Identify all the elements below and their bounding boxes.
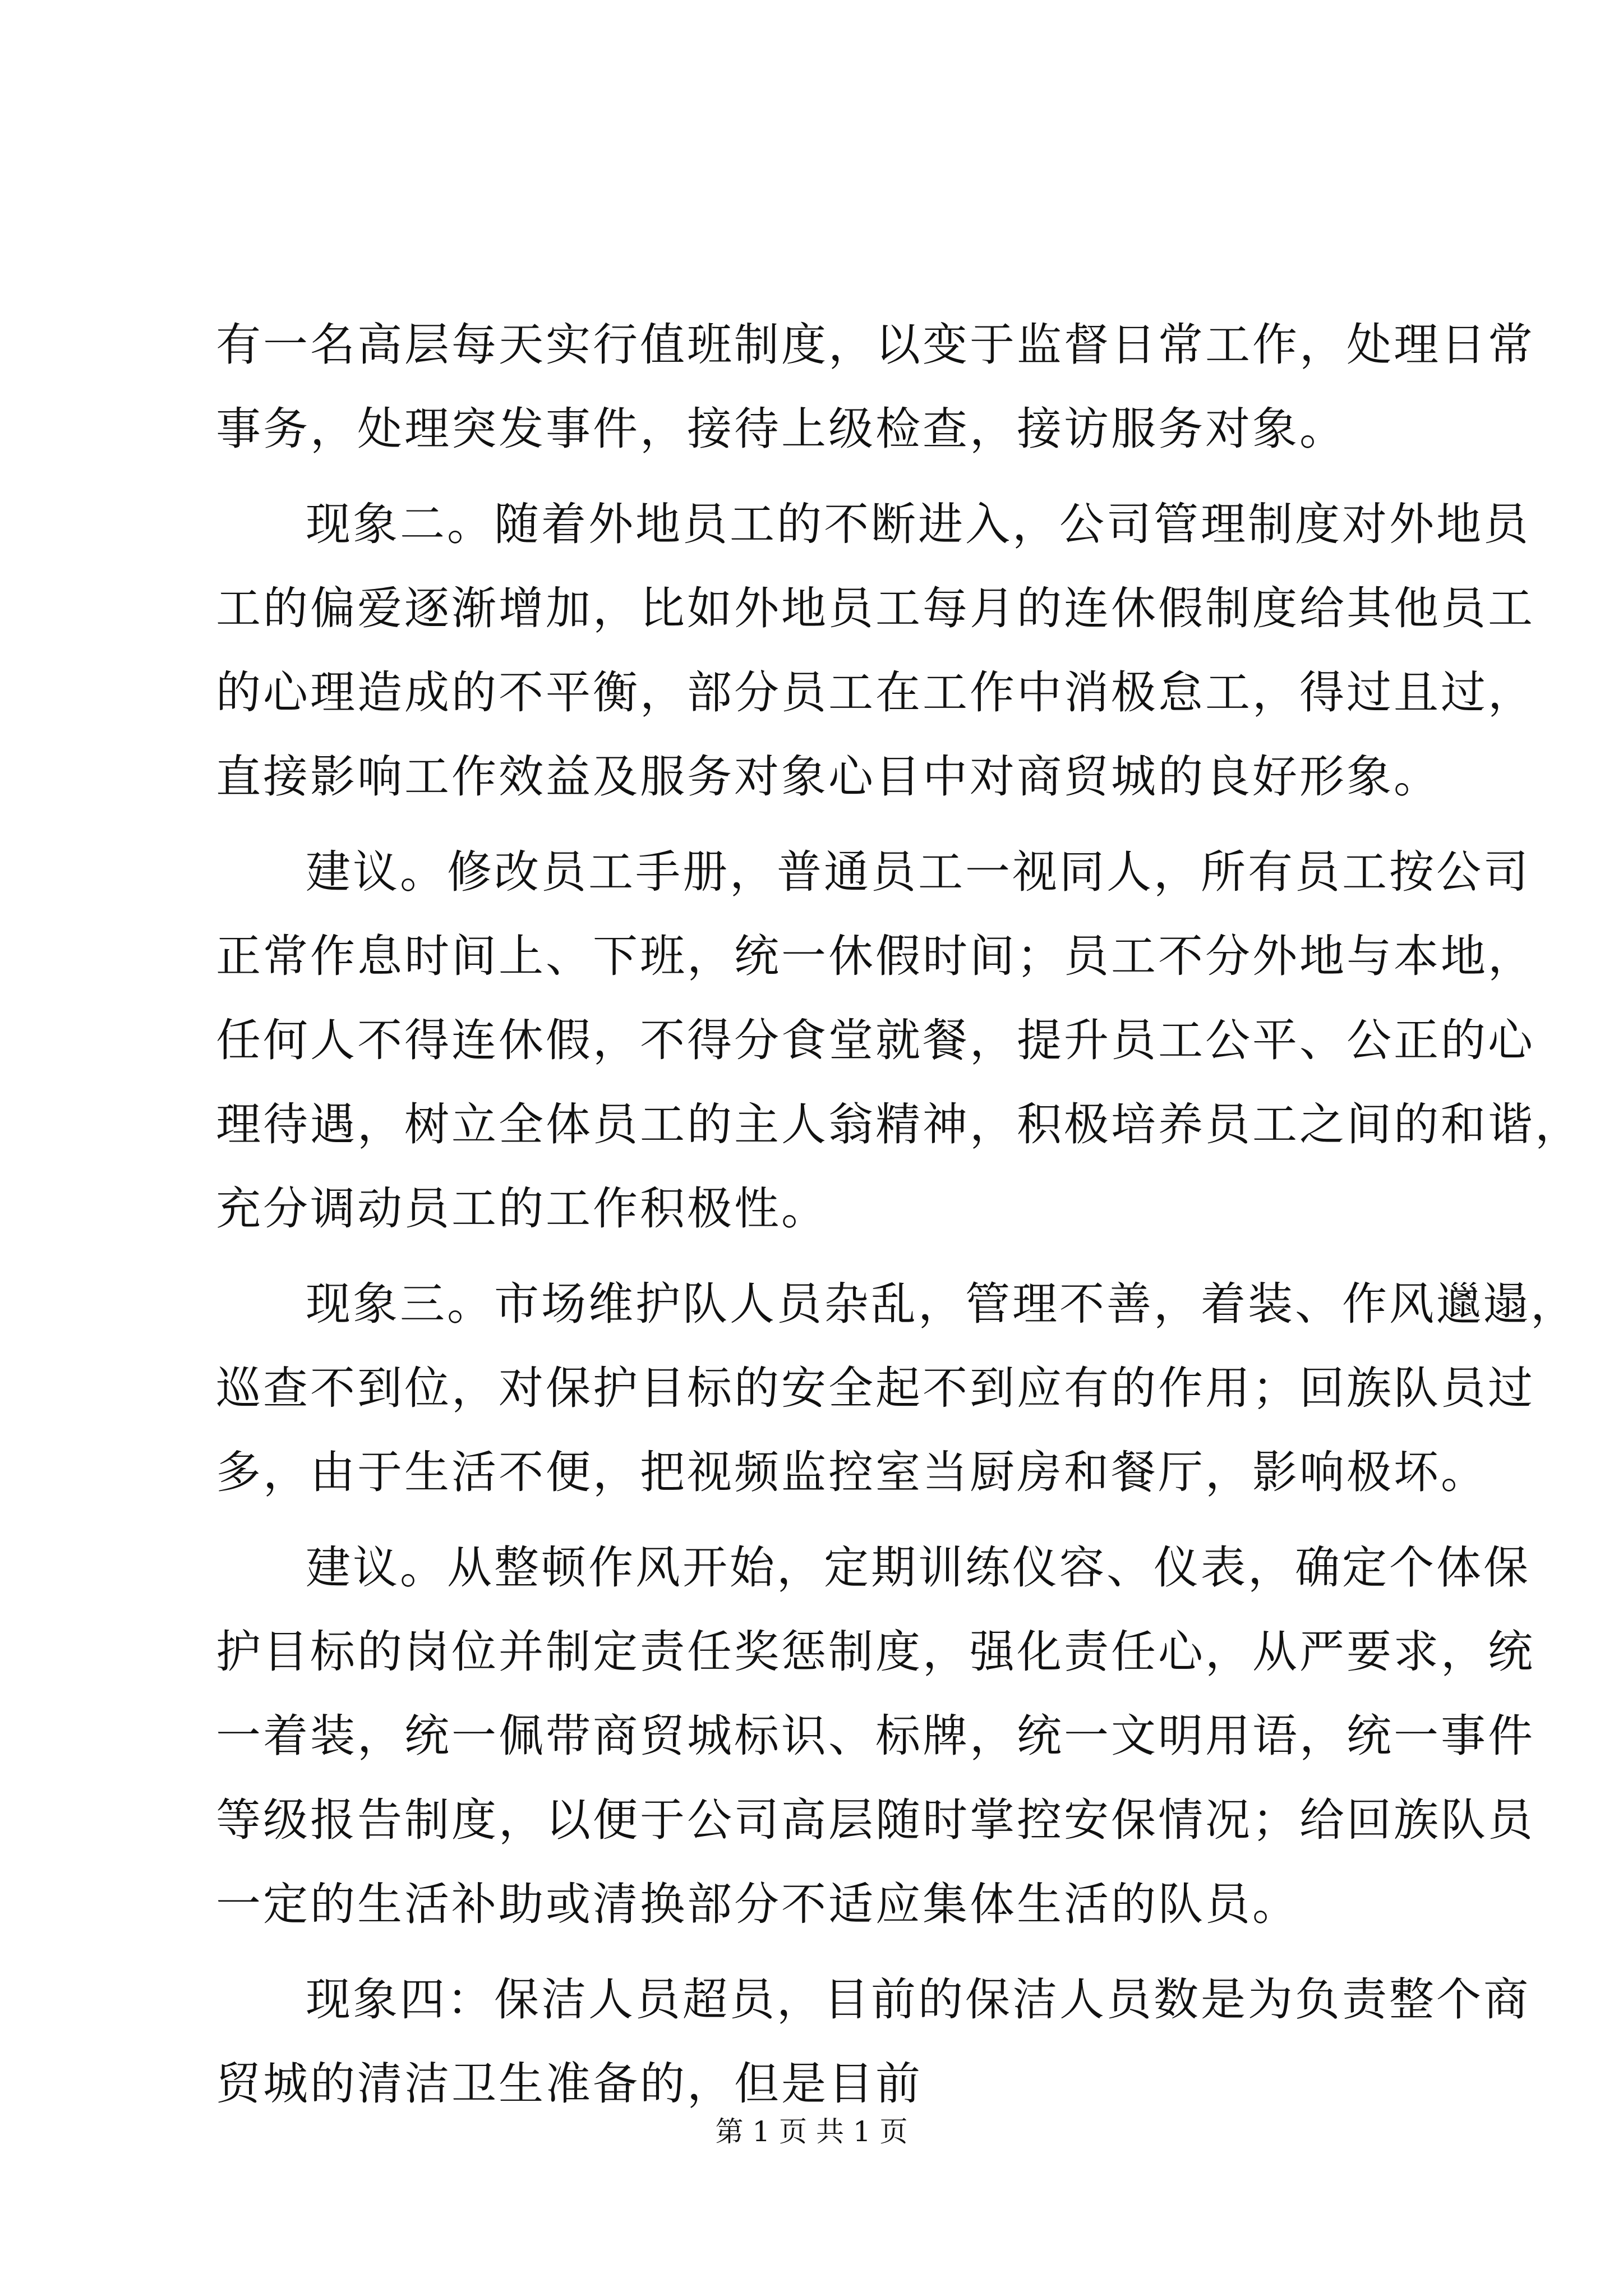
text-line: 现象四：保洁人员超员，目前的保洁人员数是为负责整个商 [306, 1973, 1530, 2026]
text-line: 正常作息时间上、下班，统一休假时间；员工不分外地与本地， [216, 930, 1535, 982]
text-line: 有一名高层每天实行值班制度，以变于监督日常工作，处理日常 [216, 319, 1535, 371]
text-line: 现象二。随着外地员工的不断进入，公司管理制度对外地员 [306, 498, 1530, 550]
text-line: 等级报告制度，以便于公司高层随时掌控安保情况；给回族队员 [216, 1794, 1535, 1846]
text-line: 贸城的清洁卫生准备的，但是目前 [216, 2058, 923, 2110]
text-line: 巡查不到位，对保护目标的安全起不到应有的作用；回族队员过 [216, 1362, 1535, 1414]
text-line: 一着装，统一佩带商贸城标识、标牌，统一文明用语，统一事件 [216, 1710, 1535, 1762]
text-line: 工的偏爱逐渐增加，比如外地员工每月的连休假制度给其他员工 [216, 582, 1535, 634]
page-footer: 第 1 页 共 1 页 [715, 2115, 908, 2148]
text-line: 任何人不得连休假，不得分食堂就餐，提升员工公平、公正的心 [216, 1014, 1535, 1066]
text-line: 建议。修改员工手册，普通员工一视同人，所有员工按公司 [306, 846, 1530, 898]
text-line: 理待遇，树立全体员工的主人翁精神，积极培养员工之间的和谐， [216, 1098, 1582, 1151]
text-line: 的心理造成的不平衡，部分员工在工作中消极怠工，得过且过， [216, 666, 1535, 719]
text-line: 护目标的岗位并制定责任奖惩制度，强化责任心，从严要求，统 [216, 1626, 1535, 1678]
text-line: 一定的生活补助或清换部分不适应集体生活的队员。 [216, 1878, 1299, 1930]
text-line: 多，由于生活不便，把视频监控室当厨房和餐厅，影响极坏。 [216, 1446, 1488, 1498]
text-line: 现象三。市场维护队人员杂乱，管理不善，着装、作风邋遢， [306, 1278, 1578, 1330]
text-line: 事务，处理突发事件，接待上级检查，接访服务对象。 [216, 403, 1347, 455]
text-line: 直接影响工作效益及服务对象心目中对商贸城的良好形象。 [216, 751, 1441, 803]
text-line: 充分调动员工的工作积极性。 [216, 1182, 828, 1235]
text-line: 建议。从整顿作风开始，定期训练仪容、仪表，确定个体保 [306, 1542, 1530, 1594]
